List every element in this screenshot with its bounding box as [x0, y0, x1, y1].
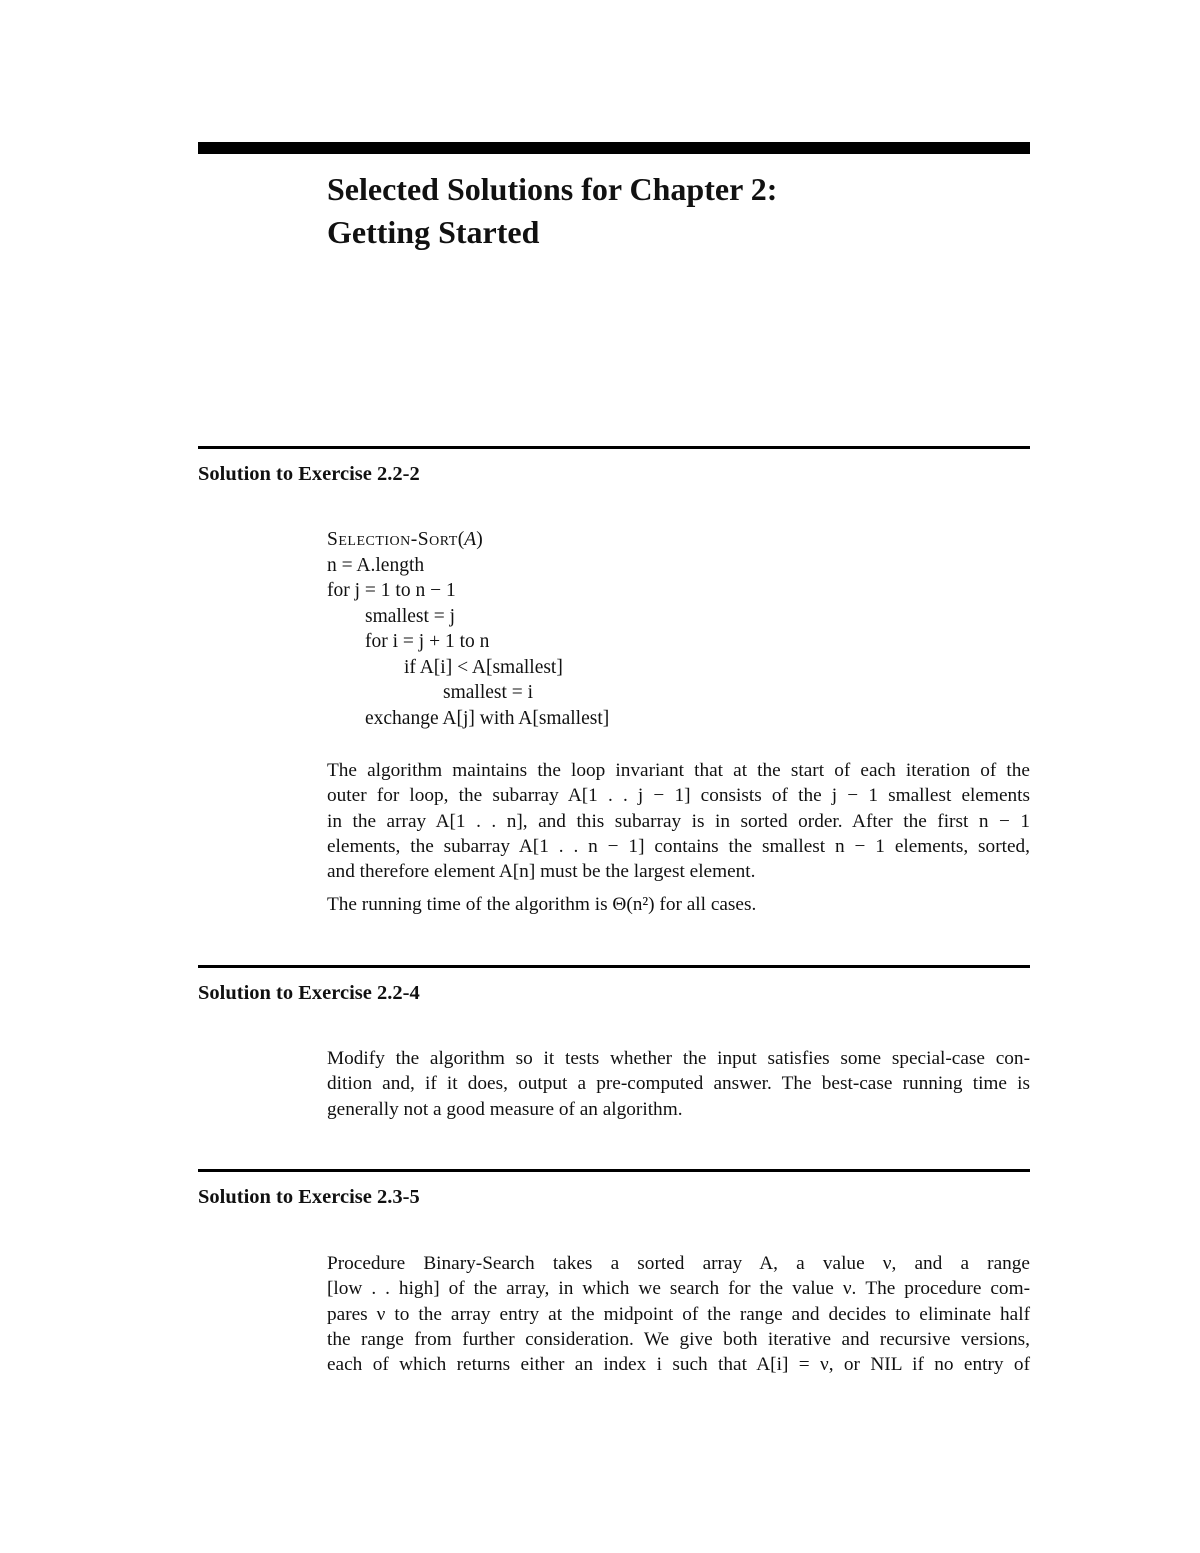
pseudocode-block — [327, 527, 1030, 731]
body-paragraph — [327, 892, 1030, 917]
code-line: if A[i] < A[smallest] — [404, 656, 563, 678]
text-line: and therefore element A[n] must be the largest element. — [327, 861, 756, 883]
algorithm-name: Selection-Sort — [327, 529, 458, 550]
chapter-title — [327, 168, 1030, 254]
text-line: The algorithm maintains the loop invariant that at the start of each iteration of the — [327, 760, 1030, 781]
chapter-title-line1: Selected Solutions for Chapter 2: — [327, 171, 778, 207]
section-heading: Solution to Exercise 2.2-4 — [198, 982, 420, 1004]
body-paragraph — [327, 758, 1030, 884]
algorithm-signature: Selection-Sort(A) — [327, 529, 483, 550]
section-rule — [198, 1169, 1030, 1172]
text-line: Modify the algorithm so it tests whether the input satisfies some special-case con- — [327, 1048, 1030, 1069]
text-line: The running time of the algorithm is Θ(n²) for all cases. — [327, 894, 757, 915]
text-line: in the array A[1 . . n], and this subarray is in sorted order. After the first n − 1 — [327, 810, 1030, 832]
section-heading: Solution to Exercise 2.3-5 — [198, 1186, 420, 1208]
code-line: n = A.length — [327, 554, 425, 576]
text-line: dition and, if it does, output a pre-computed answer. The best-case running time is — [327, 1073, 1030, 1095]
text-line: the range from further consideration. We give both iterative and recursive versions, — [327, 1328, 1030, 1350]
code-line: smallest = i — [443, 682, 534, 703]
code-line: for j = 1 to n − 1 — [327, 580, 456, 601]
chapter-title-line2: Getting Started — [327, 214, 540, 250]
top-rule — [198, 142, 1030, 154]
text-line: outer for loop, the subarray A[1 . . j − 1] consists of the j − 1 smallest elements — [327, 785, 1030, 807]
text-line: [low . . high] of the array, in which we search for the value ν. The procedure com- — [327, 1278, 1030, 1300]
code-line: for i = j + 1 to n — [365, 631, 490, 652]
text-line: each of which returns either an index i such that A[i] = ν, or NIL if no entry of — [327, 1354, 1030, 1376]
section-rule — [198, 446, 1030, 449]
text-line: Procedure Binary-Search takes a sorted array A, a value ν, and a range — [327, 1253, 1030, 1274]
section-rule — [198, 965, 1030, 968]
body-paragraph — [327, 1251, 1030, 1377]
code-line: exchange A[j] with A[smallest] — [365, 707, 610, 729]
text-line: pares ν to the array entry at the midpoint of the range and decides to eliminate half — [327, 1303, 1030, 1325]
text-line: elements, the subarray A[1 . . n − 1] contains the smallest n − 1 elements, sorted, — [327, 835, 1030, 857]
code-line: smallest = j — [365, 605, 456, 627]
text-line: generally not a good measure of an algorithm. — [327, 1098, 683, 1120]
body-paragraph — [327, 1046, 1030, 1122]
algorithm-param: A — [464, 529, 477, 550]
section-heading: Solution to Exercise 2.2-2 — [198, 463, 420, 485]
